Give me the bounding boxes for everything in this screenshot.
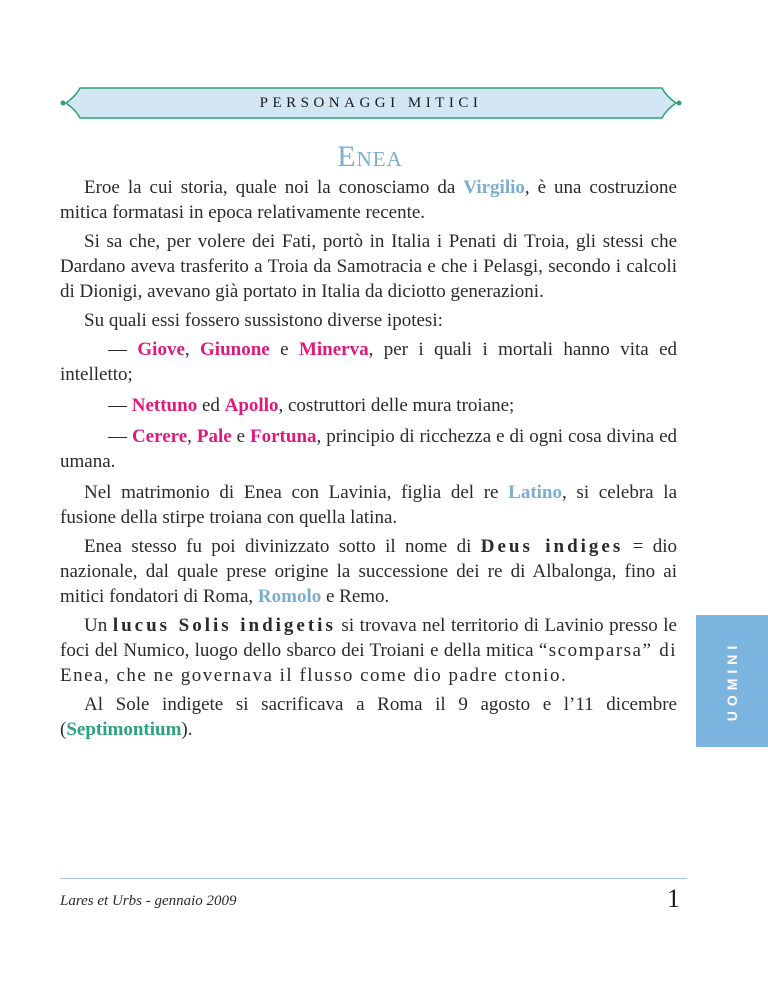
footer-publication: Lares et Urbs - gennaio 2009 xyxy=(60,893,237,909)
section-side-tab xyxy=(696,615,768,747)
article-body xyxy=(60,175,677,746)
section-banner xyxy=(60,86,682,120)
paragraph: Si sa che, per volere dei Fati, portò in Italia i Penati di Troia, gli stessi che Dardano aveva trasferito a Troia da Samotracia e che i Pelasgi, secondo i calcoli di Dionigi, avevano già portato in Italia da diciotto generazioni. xyxy=(60,231,677,302)
paragraph: Su quali essi fossero sussistono diverse ipotesi: xyxy=(84,310,443,331)
link-latino[interactable]: Latino xyxy=(508,482,563,503)
paragraph: Un lucus Solis indigetis si trovava nel territorio di Lavinio presso le foci del Numico, luogo dello sbarco dei Troiani e della mitica “scomparsa” di Enea, che ne governava il flusso come dio padre ctonio. xyxy=(60,615,677,686)
paragraph: Al Sole indigete si sacrificava a Roma il 9 agosto e l’11 dicembre (Septimontium). xyxy=(60,694,677,740)
page-number: 1 xyxy=(667,884,680,913)
list-item: — Giove, Giunone e Minerva, per i quali i mortali hanno vita ed intelletto; xyxy=(60,339,678,385)
page-title: Enea xyxy=(337,140,403,173)
paragraph: Eroe la cui storia, quale noi la conosciamo da Virgilio, è una costruzione mitica formatasi in epoca relativamente recente. xyxy=(60,177,677,223)
paragraph: Nel matrimonio di Enea con Lavinia, figlia del re Latino, si celebra la fusione della stirpe troiana con quella latina. xyxy=(60,482,677,528)
paragraph: Enea stesso fu poi divinizzato sotto il nome di Deus indiges = dio nazionale, dal quale prese origine la successione dei re di Albalonga, fino ai mitici fondatori di Roma, Romolo e Remo. xyxy=(60,536,678,607)
link-romolo[interactable]: Romolo xyxy=(257,586,322,607)
link-virgilio[interactable]: Virgilio xyxy=(463,177,525,198)
list-item: — Nettuno ed Apollo, costruttori delle mura troiane; xyxy=(108,395,515,416)
side-tab-label: UOMINI xyxy=(724,640,740,722)
footer-divider xyxy=(60,878,687,879)
list-item: — Cerere, Pale e Fortuna, principio di ricchezza e di ogni cosa divina ed umana. xyxy=(60,426,678,472)
banner-title: PERSONAGGI MITICI xyxy=(259,95,483,111)
